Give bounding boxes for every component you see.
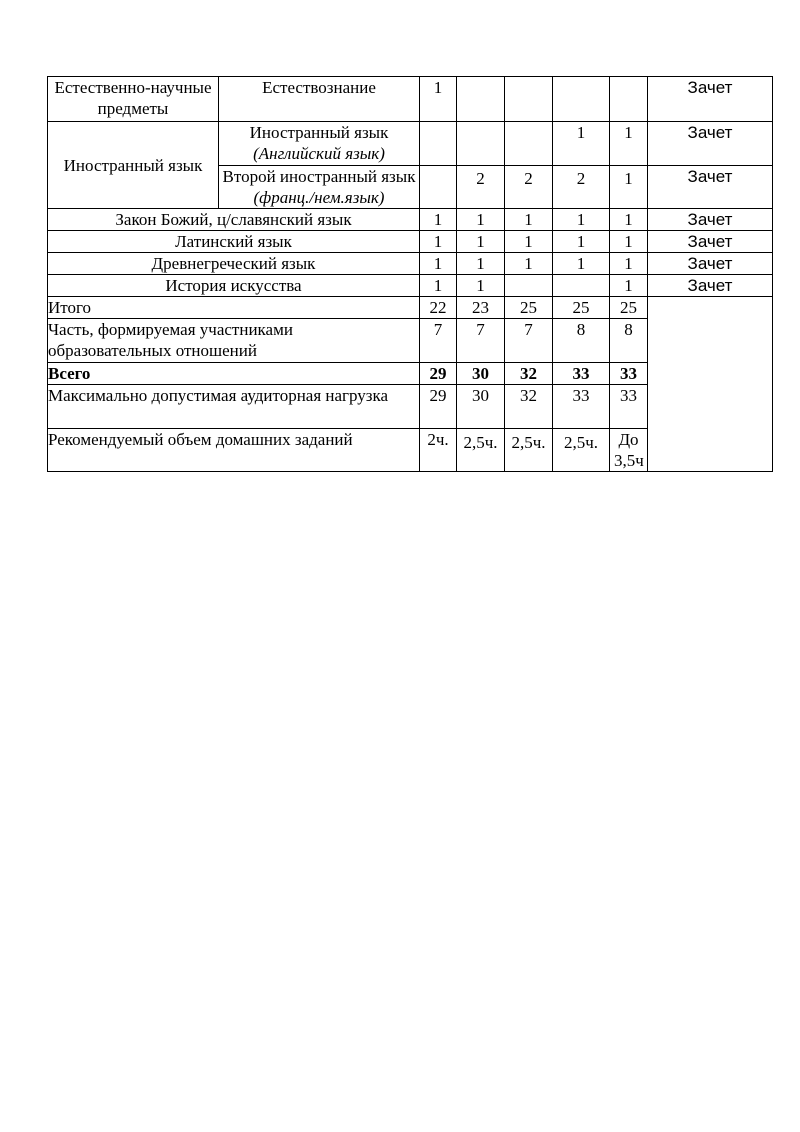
subject-name: Второй иностранный язык: [222, 167, 416, 186]
hours-cell: 2: [553, 166, 610, 209]
attestation-cell: Зачет: [648, 231, 773, 253]
subject-area-cell: Иностранный язык: [48, 122, 219, 209]
hours-cell: 2ч.: [420, 429, 457, 472]
table-row: [48, 231, 773, 253]
hours-cell: 1: [553, 253, 610, 275]
attestation-cell: Зачет: [648, 122, 773, 166]
attestation-cell: Зачет: [648, 275, 773, 297]
hours-cell: 1: [553, 122, 610, 166]
subject-name: Иностранный язык: [249, 123, 389, 142]
table-row: [48, 209, 773, 231]
hours-cell: [553, 275, 610, 297]
hours-cell: 33: [610, 363, 648, 385]
summary-label: Рекомендуемый объем домашних заданий: [48, 429, 420, 472]
subject-cell: [219, 166, 420, 209]
table-row: [48, 77, 773, 122]
table-row: [48, 253, 773, 275]
table-row: [48, 122, 773, 166]
attestation-cell: Зачет: [648, 253, 773, 275]
hours-cell: 33: [610, 385, 648, 429]
subject-cell: Естествознание: [219, 77, 420, 122]
hours-cell: 8: [610, 319, 648, 363]
hours-cell: 8: [553, 319, 610, 363]
subject-note: (франц./нем.язык): [253, 188, 385, 207]
hours-cell: 1: [420, 231, 457, 253]
hours-cell: 1: [610, 275, 648, 297]
subject-area-cell: Естественно-научные предметы: [48, 77, 219, 122]
subject-cell: Латинский язык: [48, 231, 420, 253]
hours-cell: 33: [553, 363, 610, 385]
hours-cell: 23: [457, 297, 505, 319]
hours-cell: 1: [553, 209, 610, 231]
hours-cell: 1: [505, 209, 553, 231]
hours-cell: 29: [420, 385, 457, 429]
hours-cell: 22: [420, 297, 457, 319]
summary-label: Итого: [48, 297, 420, 319]
hours-cell: [457, 122, 505, 166]
subject-note: (Английский язык): [253, 144, 385, 163]
hours-cell: 2,5ч.: [505, 429, 553, 472]
hours-cell: 1: [420, 253, 457, 275]
hours-cell: 30: [457, 363, 505, 385]
hours-cell: 7: [457, 319, 505, 363]
hours-cell: [505, 275, 553, 297]
table-row: [48, 275, 773, 297]
hours-cell: 32: [505, 385, 553, 429]
hours-cell: 2,5ч.: [553, 429, 610, 472]
hours-cell: 1: [457, 275, 505, 297]
attestation-cell: Зачет: [648, 209, 773, 231]
empty-attestation-cell: [648, 297, 773, 472]
subject-cell: [219, 122, 420, 166]
hours-cell: [553, 77, 610, 122]
table-row: [48, 297, 773, 319]
hours-cell: 25: [553, 297, 610, 319]
summary-label: Всего: [48, 363, 420, 385]
hours-cell: 1: [553, 231, 610, 253]
hours-cell: 29: [420, 363, 457, 385]
hours-cell: 1: [610, 209, 648, 231]
hours-cell: 1: [610, 166, 648, 209]
hours-cell: 1: [610, 122, 648, 166]
hours-cell: [505, 122, 553, 166]
curriculum-table: [47, 76, 773, 472]
hours-cell: [457, 77, 505, 122]
attestation-cell: Зачет: [648, 166, 773, 209]
hours-cell: [420, 166, 457, 209]
hours-cell: 2: [457, 166, 505, 209]
hours-cell: 1: [610, 231, 648, 253]
summary-label: Часть, формируемая участниками образовательных отношений: [48, 319, 420, 363]
hours-cell: 1: [457, 253, 505, 275]
hours-cell: [420, 122, 457, 166]
summary-label: Максимально допустимая аудиторная нагрузка: [48, 385, 420, 429]
attestation-cell: Зачет: [648, 77, 773, 122]
hours-cell: 7: [420, 319, 457, 363]
hours-cell: 2: [505, 166, 553, 209]
hours-cell: 25: [610, 297, 648, 319]
subject-cell: Закон Божий, ц/славянский язык: [48, 209, 420, 231]
hours-cell: 25: [505, 297, 553, 319]
hours-cell: До 3,5ч: [610, 429, 648, 472]
hours-cell: [505, 77, 553, 122]
hours-cell: 2,5ч.: [457, 429, 505, 472]
hours-cell: 1: [420, 209, 457, 231]
hours-cell: 32: [505, 363, 553, 385]
hours-cell: 1: [610, 253, 648, 275]
hours-cell: 1: [457, 231, 505, 253]
hours-cell: 1: [420, 77, 457, 122]
hours-cell: 1: [457, 209, 505, 231]
hours-cell: 1: [505, 231, 553, 253]
hours-cell: 30: [457, 385, 505, 429]
hours-cell: 1: [505, 253, 553, 275]
hours-cell: [610, 77, 648, 122]
hours-cell: 1: [420, 275, 457, 297]
hours-cell: 33: [553, 385, 610, 429]
hours-cell: 7: [505, 319, 553, 363]
subject-cell: История искусства: [48, 275, 420, 297]
subject-cell: Древнегреческий язык: [48, 253, 420, 275]
